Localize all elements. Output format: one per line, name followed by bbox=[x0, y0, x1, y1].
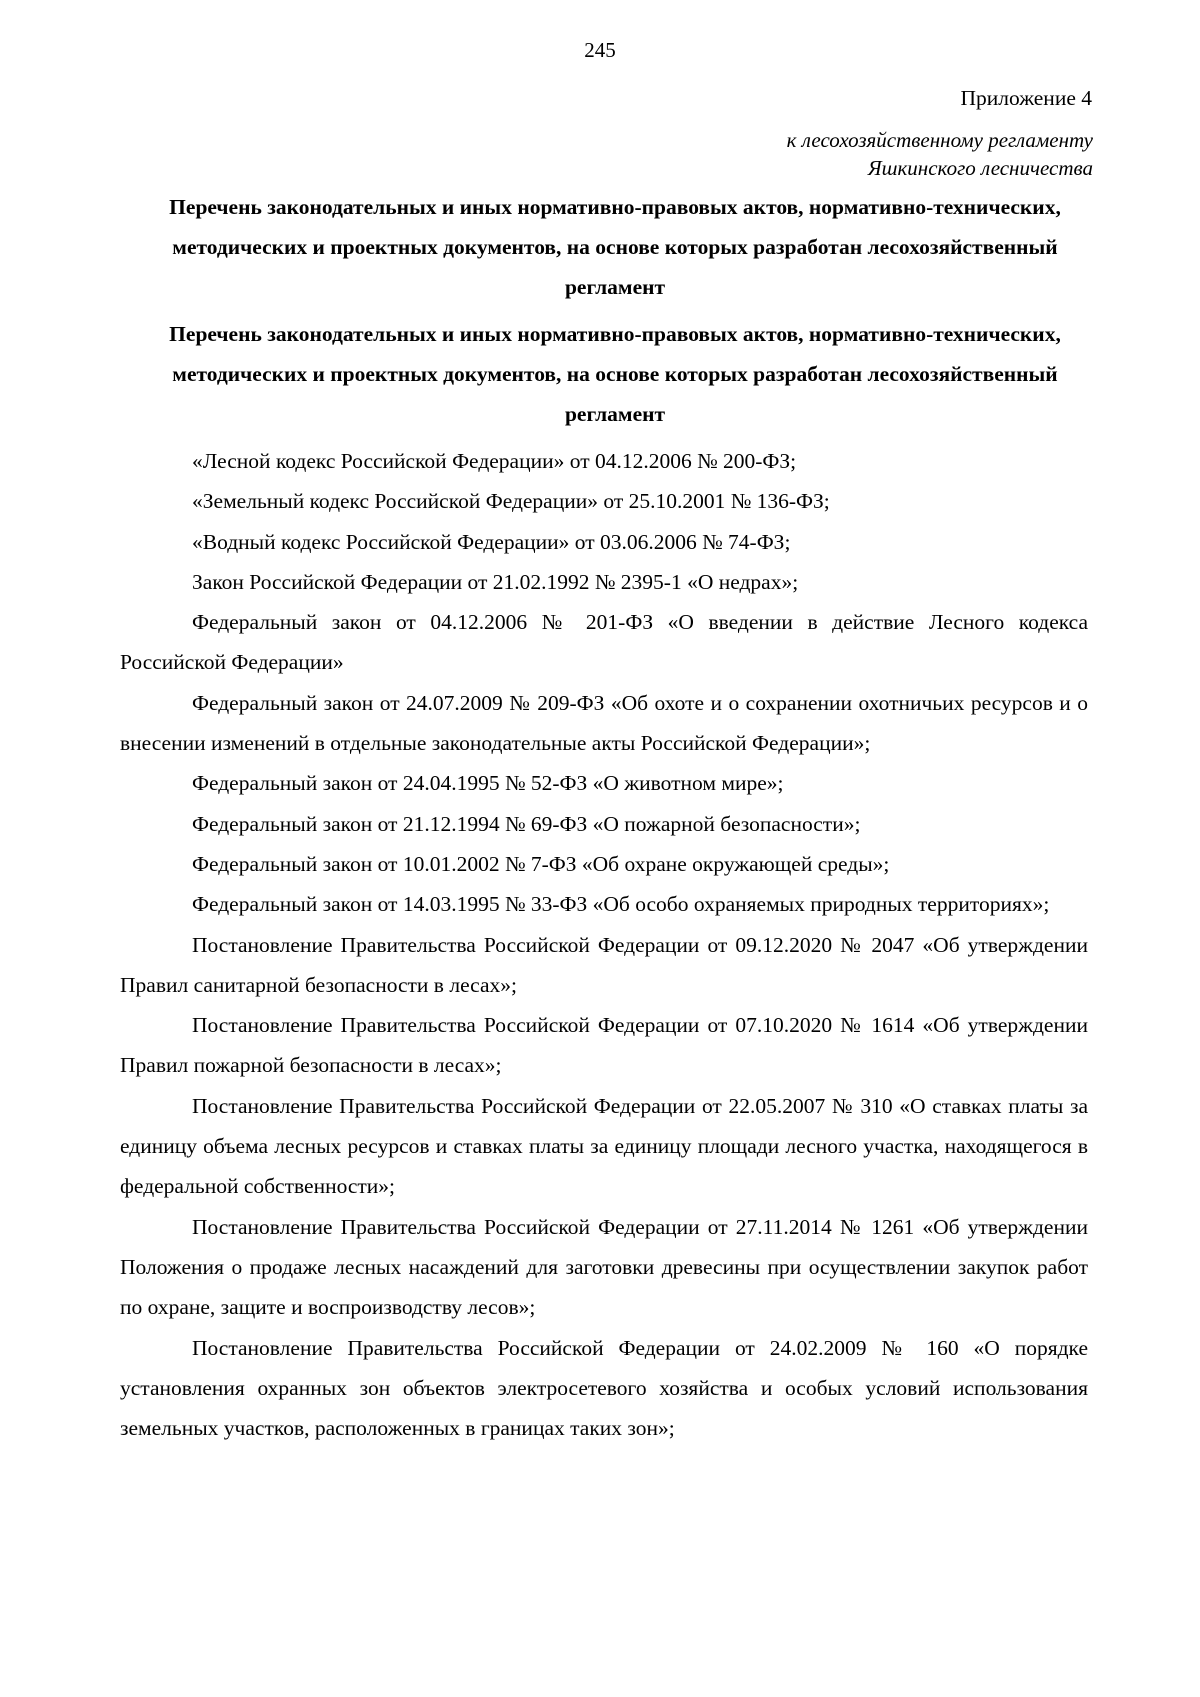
list-item: Федеральный закон от 21.12.1994 № 69-ФЗ «О пожарной безопасности»; bbox=[192, 811, 861, 836]
page-number: 245 bbox=[584, 38, 616, 62]
list-item: Федеральный закон от 24.07.2009 № 209-ФЗ «Об охоте и о сохранении охотничьих ресурсов и о внесении изменений в отдельные законодательные акты Российской Федерации»; bbox=[120, 690, 1088, 756]
list-item: «Водный кодекс Российской Федерации» от 03.06.2006 № 74-ФЗ; bbox=[192, 529, 791, 554]
list-item: Постановление Правительства Российской Федерации от 27.11.2014 № 1261 «Об утверждении Положения о продаже лесных насаждений для заготовки древесины при осуществлении закупок работ по охране, защите и воспроизводству лесов»; bbox=[120, 1214, 1088, 1320]
appendix-subtitle bbox=[787, 126, 1093, 182]
appendix-label: Приложение 4 bbox=[960, 86, 1092, 110]
list-item: Федеральный закон от 04.12.2006 № 201-ФЗ «О введении в действие Лесного кодекса Российской Федерации» bbox=[120, 610, 1088, 675]
list-item: Постановление Правительства Российской Федерации от 09.12.2020 № 2047 «Об утверждении Правил санитарной безопасности в лесах»; bbox=[120, 932, 1088, 997]
list-item: Федеральный закон от 24.04.1995 № 52-ФЗ «О животном мире»; bbox=[192, 771, 784, 796]
document-heading-repeat: Перечень законодательных и иных нормативно-правовых актов, нормативно-технических, методических и проектных документов, на основе которых разработан лесохозяйственный регламент bbox=[169, 322, 1061, 426]
document-heading: Перечень законодательных и иных нормативно-правовых актов, нормативно-технических, методических и проектных документов, на основе которых разработан лесохозяйственный регламент bbox=[169, 195, 1061, 299]
subtitle-line-1: к лесохозяйственному регламенту bbox=[786, 128, 1093, 152]
subtitle-line-2: Яшкинского лесничества bbox=[867, 156, 1093, 180]
list-item: «Лесной кодекс Российской Федерации» от 04.12.2006 № 200-ФЗ; bbox=[192, 449, 797, 473]
list-item: Постановление Правительства Российской Федерации от 07.10.2020 № 1614 «Об утверждении Правил пожарной безопасности в лесах»; bbox=[120, 1013, 1088, 1078]
list-item: Федеральный закон от 10.01.2002 № 7-ФЗ «Об охране окружающей среды»; bbox=[192, 851, 890, 876]
list-item: «Земельный кодекс Российской Федерации» от 25.10.2001 № 136-ФЗ; bbox=[192, 489, 830, 514]
legal-acts-list bbox=[120, 441, 1088, 1448]
list-item: Постановление Правительства Российской Федерации от 22.05.2007 № 310 «О ставках платы за единицу объема лесных ресурсов и ставках платы за единицу площади лесного участка, находящегося в федеральной собственности»; bbox=[120, 1093, 1088, 1199]
list-item: Закон Российской Федерации от 21.02.1992 № 2395-1 «О недрах»; bbox=[192, 569, 799, 594]
list-item: Постановление Правительства Российской Федерации от 24.02.2009 № 160 «О порядке установления охранных зон объектов электросетевого хозяйства и особых условий использования земельных участков, расположенных в границах таких зон»; bbox=[120, 1335, 1088, 1441]
list-item: Федеральный закон от 14.03.1995 № 33-ФЗ «Об особо охраняемых природных территориях»; bbox=[192, 892, 1050, 917]
